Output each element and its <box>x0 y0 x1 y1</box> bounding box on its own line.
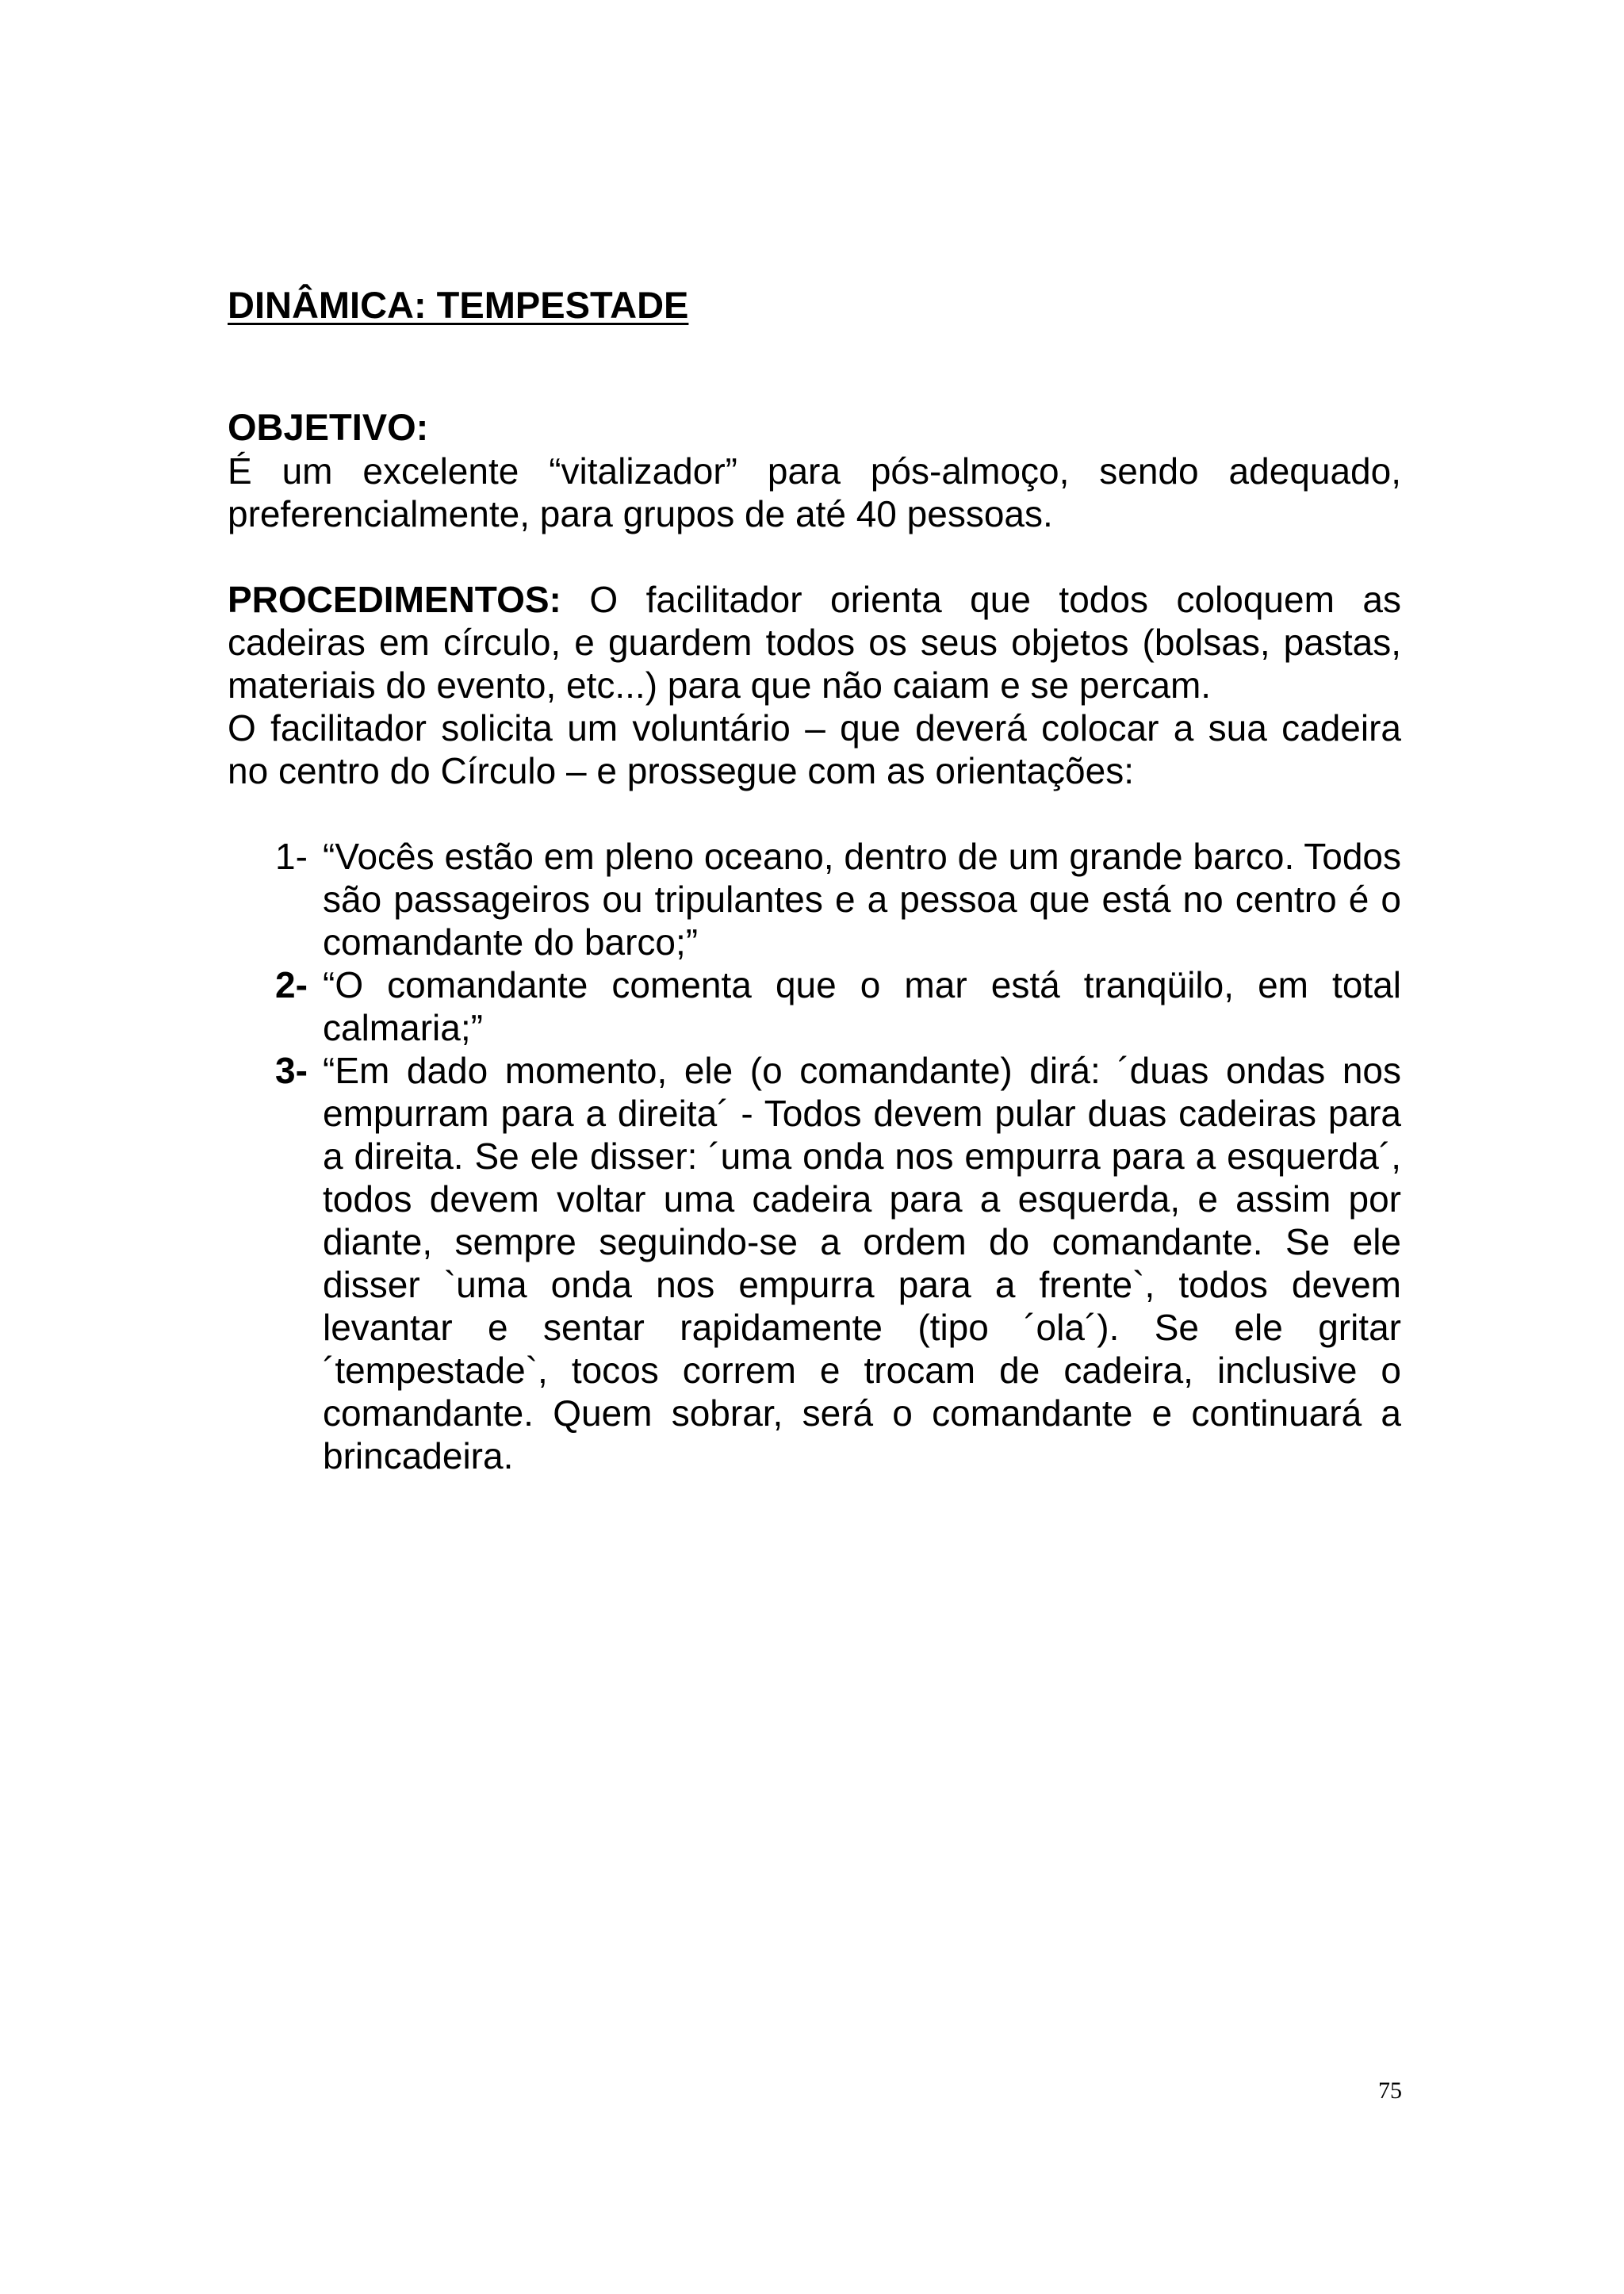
list-item <box>228 835 1401 963</box>
step-text: “O comandante comenta que o mar está tranqüilo, em total calmaria;” <box>323 964 1401 1048</box>
procedures-label: PROCEDIMENTOS: <box>228 579 561 620</box>
step-text: “Vocês estão em pleno oceano, dentro de um grande barco. Todos são passageiros ou tripulantes e a pessoa que está no centro é o comandante do barco;” <box>323 836 1401 963</box>
objective-text: É um excelente “vitalizador” para pós-almoço, sendo adequado, preferencialmente, para grupos de até 40 pessoas. <box>228 450 1401 534</box>
step-text: “Em dado momento, ele (o comandante) dirá: ´duas ondas nos empurram para a direita´ - Todos devem pular duas cadeiras para a direita. Se ele disser: ´uma onda nos empurra para a esquerda´, todos devem voltar uma cadeira para a esquerda, e assim por diante, sempre seguindo-se a ordem do comandante. Se ele disser `uma onda nos empurra para a frente`, todos devem levantar e sentar rapidamente (tipo ´ola´). Se ele gritar ´tempestade`, tocos correm e trocam de cadeira, inclusive o comandante. Quem sobrar, será o comandante e continuará a brincadeira. <box>323 1050 1401 1476</box>
document-page <box>228 281 1401 1477</box>
step-number: 3- <box>275 1050 308 1091</box>
step-number: 1- <box>275 836 308 877</box>
list-item <box>228 1049 1401 1477</box>
procedures-text-continued: O facilitador solicita um voluntário – que deverá colocar a sua cadeira no centro do Círculo – e prossegue com as orientações: <box>228 707 1401 791</box>
procedures-paragraph <box>228 578 1401 707</box>
page-number: 75 <box>1378 2078 1402 2104</box>
list-item <box>228 963 1401 1049</box>
document-title: DINÂMICA: TEMPESTADE <box>228 284 689 326</box>
steps-list <box>228 835 1401 1477</box>
procedures-text: O facilitador orienta que todos coloquem as cadeiras em círculo, e guardem todos os seus objetos (bolsas, pastas, materiais do evento, etc...) para que não caiam e se percam. <box>228 579 1401 706</box>
step-number: 2- <box>275 964 308 1005</box>
objective-heading: OBJETIVO: <box>228 406 429 448</box>
